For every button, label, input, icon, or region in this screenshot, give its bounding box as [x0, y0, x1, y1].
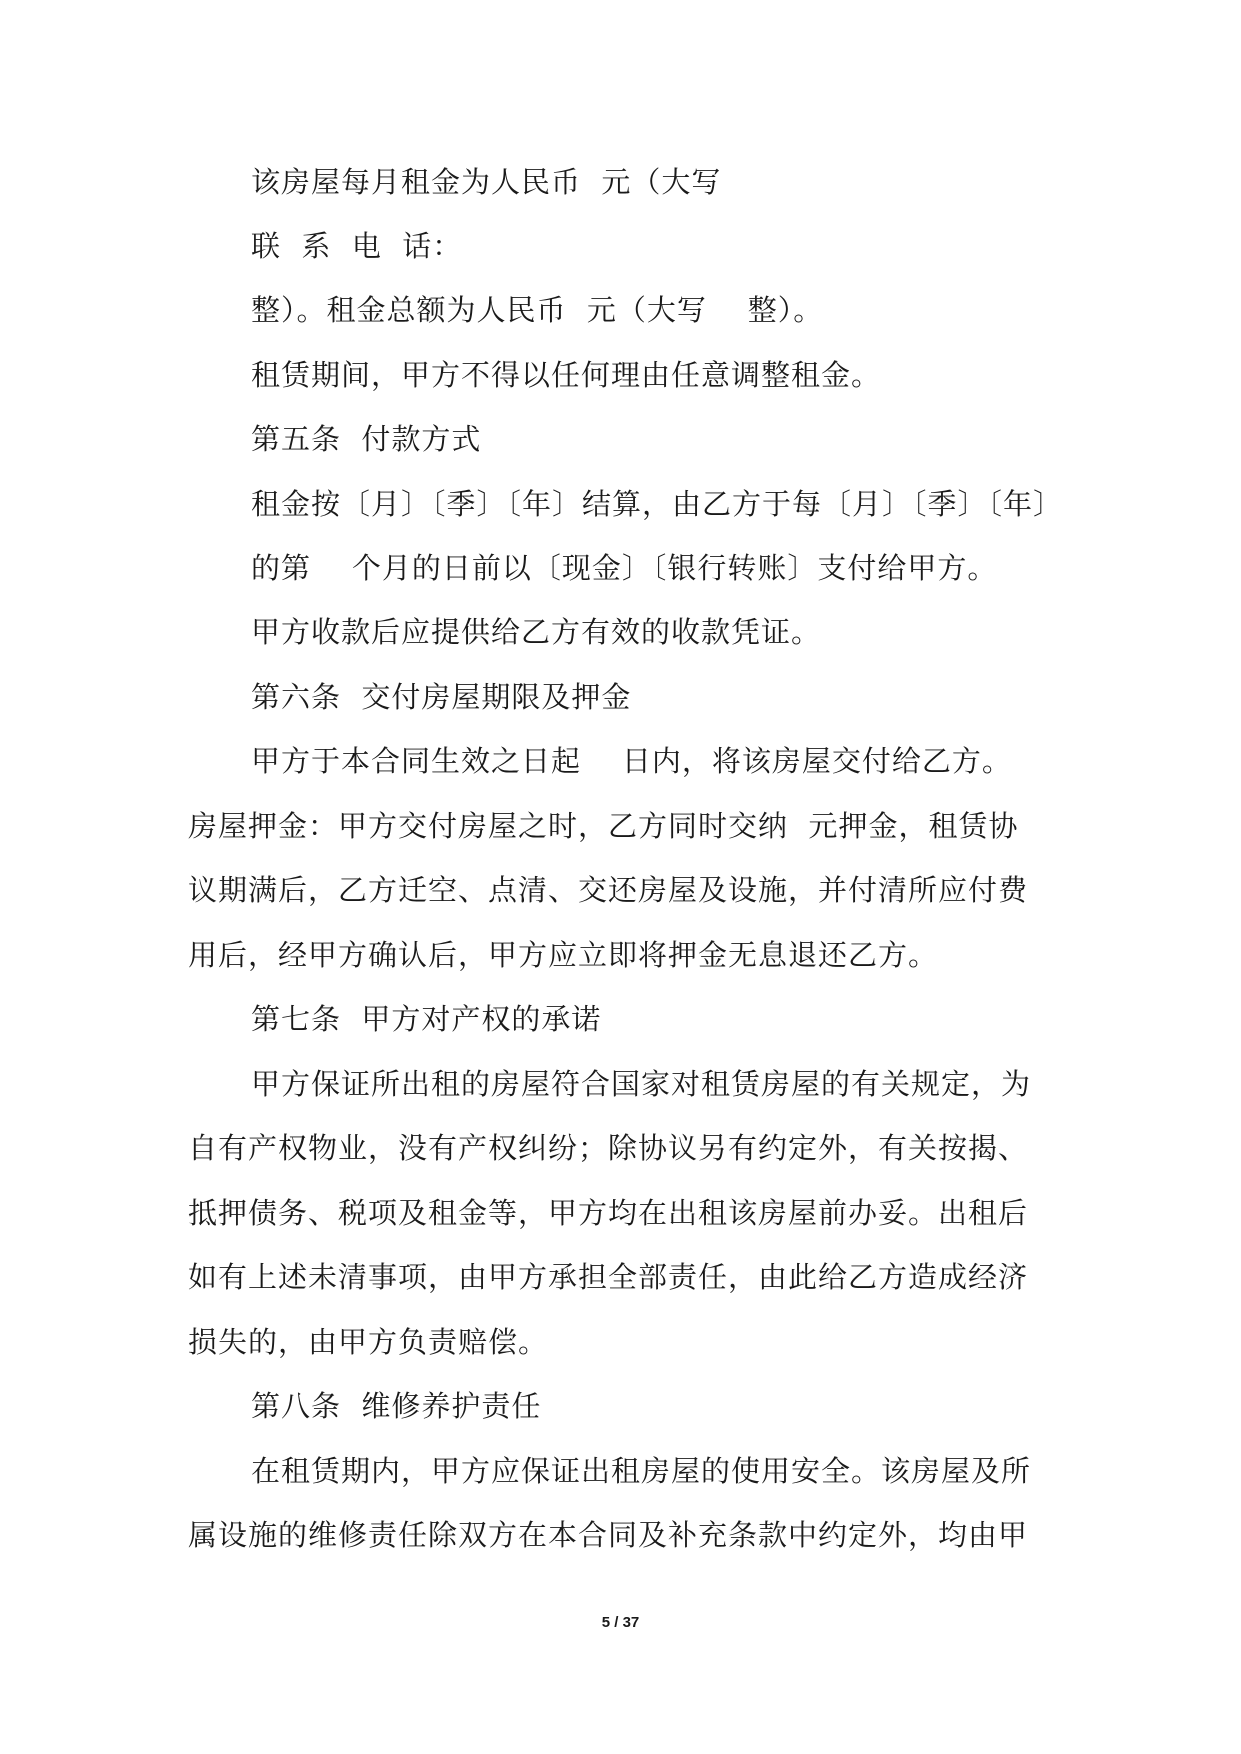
- text-line: 甲方收款后应提供给乙方有效的收款凭证。: [251, 615, 822, 649]
- text-line: 该房屋每月租金为人民币 元（大写: [251, 165, 722, 199]
- text-line: 的第 个月的日前以〔现金〕〔银行转账〕支付给甲方。: [251, 551, 998, 585]
- section-heading: 第八条 维修养护责任: [251, 1389, 542, 1423]
- text-line: 损失的，由甲方负责赔偿。: [188, 1325, 549, 1359]
- text-line: 联 系 电 话：: [251, 229, 463, 263]
- text-line: 如有上述未清事项，由甲方承担全部责任，由此给乙方造成经济: [188, 1260, 1029, 1294]
- text-line: 议期满后，乙方迁空、点清、交还房屋及设施，并付清所应付费: [188, 873, 1029, 907]
- text-line: 在租赁期内，甲方应保证出租房屋的使用安全。该房屋及所: [251, 1454, 1032, 1488]
- section-heading: 第六条 交付房屋期限及押金: [251, 680, 632, 714]
- section-heading: 第七条 甲方对产权的承诺: [251, 1002, 602, 1036]
- text-line: 抵押债务、税项及租金等，甲方均在出租该房屋前办妥。出租后: [188, 1196, 1029, 1230]
- text-line: 自有产权物业，没有产权纠纷；除协议另有约定外，有关按揭、: [188, 1131, 1029, 1165]
- text-line: 用后，经甲方确认后，甲方应立即将押金无息退还乙方。: [188, 938, 939, 972]
- text-line: 属设施的维修责任除双方在本合同及补充条款中约定外，均由甲: [188, 1518, 1029, 1552]
- text-line: 整）。租金总额为人民币 元（大写 整）。: [251, 293, 824, 327]
- text-line: 甲方于本合同生效之日起 日内，将该房屋交付给乙方。: [251, 744, 1012, 778]
- text-line: 租金按〔月〕〔季〕〔年〕结算，由乙方于每〔月〕〔季〕〔年〕: [251, 487, 1064, 521]
- section-heading: 第五条 付款方式: [251, 422, 482, 456]
- text-line: 房屋押金：甲方交付房屋之时，乙方同时交纳 元押金，租赁协: [188, 809, 1019, 843]
- text-line: 租赁期间，甲方不得以任何理由任意调整租金。: [251, 358, 882, 392]
- page-number: 5 / 37: [601, 1614, 640, 1631]
- text-line: 甲方保证所出租的房屋符合国家对租赁房屋的有关规定，为: [251, 1067, 1032, 1101]
